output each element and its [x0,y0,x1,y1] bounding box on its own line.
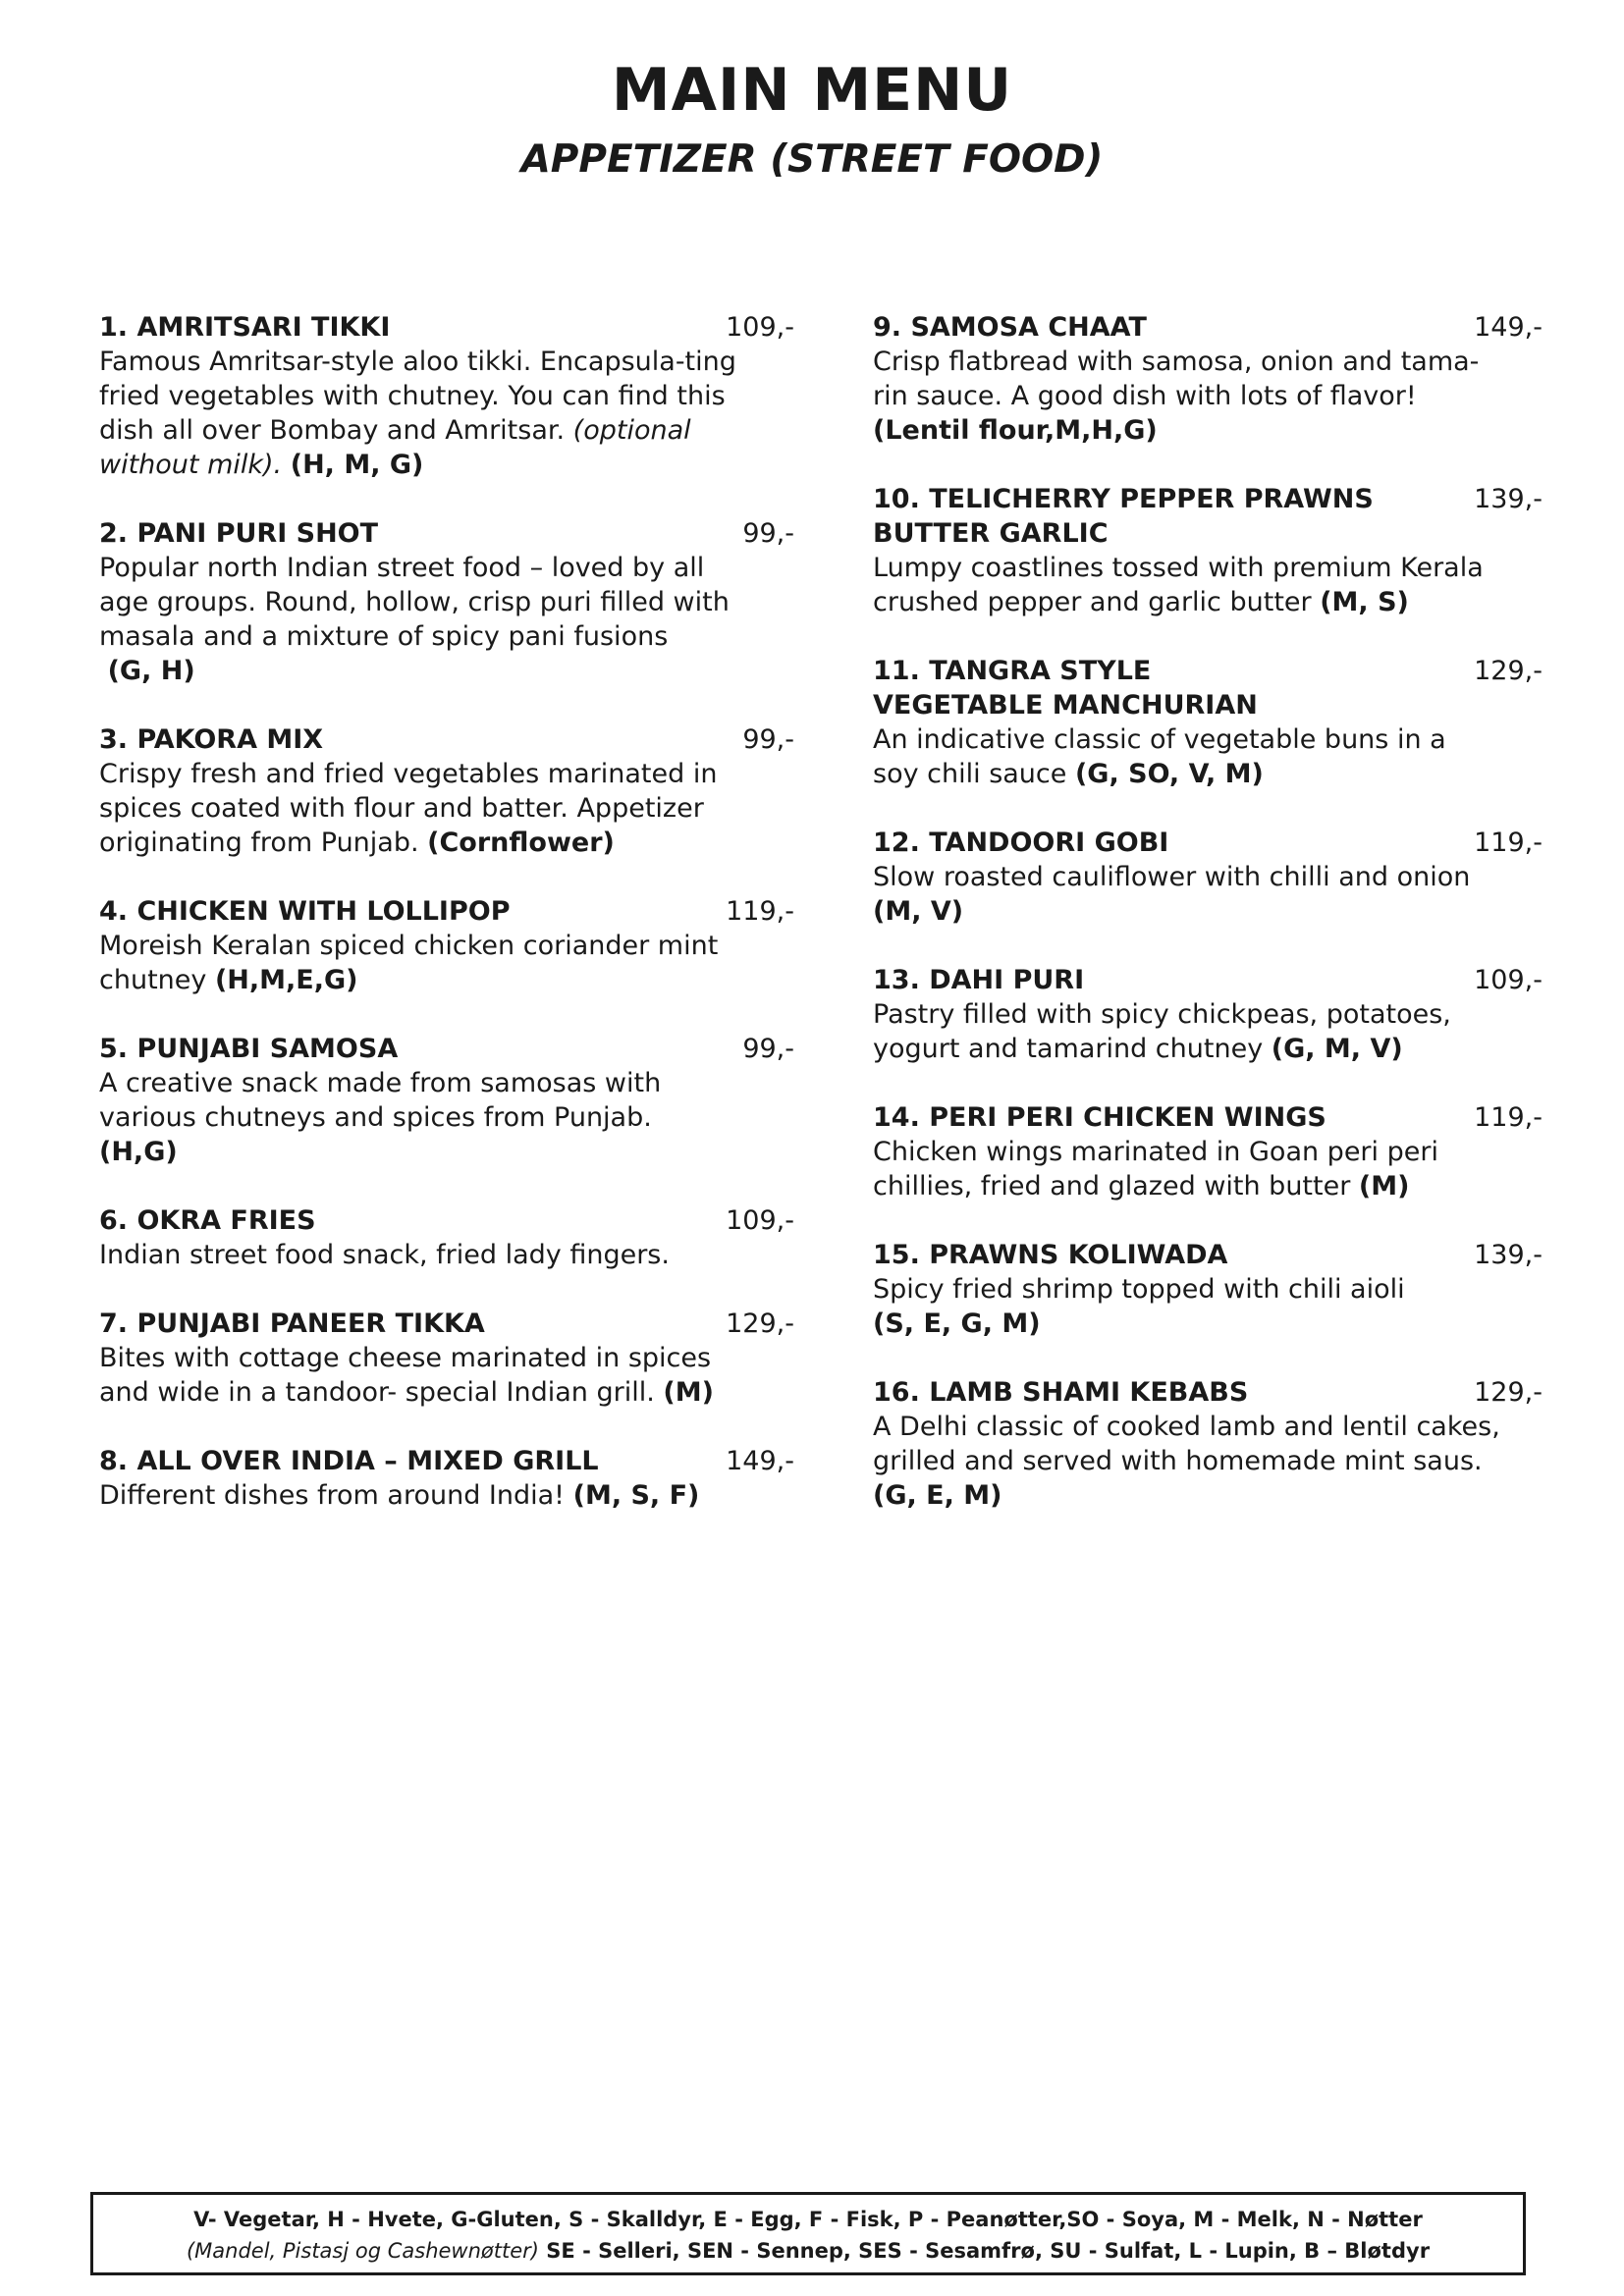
allergen-legend-nuts-note: (Mandel, Pistasj og Cashewnøtter) [186,2239,539,2263]
item-price: 99,- [742,724,794,755]
item-price: 129,- [726,1308,794,1339]
item-name: 8. ALL OVER INDIA – MIXED GRILL [99,1446,599,1476]
item-allergens: (Cornflower) [427,828,615,858]
item-name: 3. PAKORA MIX [99,724,324,755]
allergen-legend-line-2-rest: SE - Selleri, SEN - Sennep, SES - Sesamfrø, SU - Sulfat, L - Lupin, B – Bløtdyr [546,2239,1431,2263]
page-title: MAIN MENU [611,56,1013,125]
item-description [99,551,747,688]
item-name: 6. OKRA FRIES [99,1205,316,1236]
item-description [873,551,1521,619]
item-description [873,1135,1501,1203]
item-description-text: A Delhi classic of cooked lamb and lentil cakes, grilled and served with homemade mint saus. [873,1412,1500,1476]
item-price: 109,- [726,1205,794,1236]
allergen-legend [90,2192,1526,2275]
item-price: 139,- [1474,1240,1543,1270]
item-allergens: (G, M, V) [1271,1034,1403,1064]
item-description-text: Indian street food snack, fried lady fingers. [99,1240,670,1270]
item-note: (optional without milk). [99,415,691,480]
item-description [99,757,747,860]
item-allergens: (S, E, G, M) [873,1308,1041,1339]
item-description-text: Popular north Indian street food – loved by all age groups. Round, hollow, crisp puri filled with masala and a mixture of spicy pani fusions [99,553,730,652]
menu-item [873,310,1543,448]
item-description [873,1410,1543,1513]
allergen-legend-line-2 [93,2235,1523,2267]
item-description-text: Bites with cottage cheese marinated in spices and wide in a tandoor- special Indian grill. [99,1343,712,1408]
item-name: 9. SAMOSA CHAAT [873,312,1147,343]
menu-item [873,482,1543,619]
menu-item [873,1100,1543,1203]
item-allergens: (G, SO, V, M) [1074,759,1264,789]
item-name: 12. TANDOORI GOBI [873,828,1169,858]
right-column [873,310,1543,1547]
item-allergens: (M, V) [873,896,964,927]
item-description-text: Famous Amritsar-style aloo tikki. Encapsula-ting fried vegetables with chutney. You can find this dish all over Bombay and Amritsar. [99,347,736,446]
item-description-text: Lumpy coastlines tossed with premium Kerala crushed pepper and garlic butter [873,553,1484,617]
item-description [99,929,747,997]
menu-item [99,894,794,997]
item-description [99,1066,708,1169]
menu-item [99,1032,794,1169]
item-price: 109,- [1474,965,1543,995]
menu-item [99,310,794,482]
menu-item [99,1203,794,1272]
item-description [99,1238,747,1272]
item-description-text: Pastry filled with spicy chickpeas, potatoes, yogurt and tamarind chutney [873,999,1451,1064]
item-price: 119,- [1474,828,1543,858]
item-price: 99,- [742,1034,794,1064]
item-allergens: (H, M, G) [290,450,424,480]
menu-item [873,826,1543,929]
item-name: 7. PUNJABI PANEER TIKKA [99,1308,485,1339]
allergen-legend-line-1: V- Vegetar, H - Hvete, G-Gluten, S - Skalldyr, E - Egg, F - Fisk, P - Peanøtter,SO - Soya, M - Melk, N - Nøtter [193,2208,1423,2231]
item-description [99,1478,767,1513]
item-name: 1. AMRITSARI TIKKI [99,312,391,343]
item-description [873,1272,1521,1341]
item-price: 129,- [1474,1377,1543,1408]
item-description [873,997,1501,1066]
item-allergens: (M) [1358,1171,1410,1201]
item-name: 13. DAHI PURI [873,965,1085,995]
left-column [99,310,794,1547]
menu-item [873,963,1543,1066]
item-description-text: A creative snack made from samosas with various chutneys and spices from Punjab. [99,1068,662,1133]
item-name: 11. TANGRA STYLE VEGETABLE MANCHURIAN [873,656,1258,721]
item-name: 15. PRAWNS KOLIWADA [873,1240,1228,1270]
menu-item [99,516,794,688]
item-allergens: (G, E, M) [873,1480,1002,1511]
menu-item [99,722,794,860]
item-price: 119,- [726,896,794,927]
item-allergens: (H,M,E,G) [214,965,358,995]
item-price: 139,- [1474,484,1543,514]
item-description-text: Chicken wings marinated in Goan peri peri chillies, fried and glazed with butter [873,1137,1438,1201]
item-allergens: (M, S) [1320,587,1409,617]
menu-item [99,1444,794,1513]
item-allergens: (M) [663,1377,714,1408]
item-price: 149,- [1474,312,1543,343]
item-description [99,345,747,482]
item-description [99,1341,747,1410]
item-description-text: Crisp flatbread with samosa, onion and tama-rin sauce. A good dish with lots of flavor! [873,347,1480,411]
item-description [873,860,1521,929]
item-allergens: (Lentil flour,M,H,G) [873,415,1158,446]
item-description-text: Slow roasted cauliflower with chilli and onion [873,862,1471,892]
item-description-text: Crispy fresh and fried vegetables marinated in spices coated with flour and batter. Appetizer originating from Punjab. [99,759,718,858]
item-price: 99,- [742,518,794,549]
item-name: 14. PERI PERI CHICKEN WINGS [873,1102,1326,1133]
item-description-text: Spicy fried shrimp topped with chili aioli [873,1274,1405,1305]
item-allergens: (H,G) [99,1137,178,1167]
menu-item [99,1307,794,1410]
menu-item [873,1375,1543,1513]
item-name: 4. CHICKEN WITH LOLLIPOP [99,896,511,927]
item-description-text: Different dishes from around India! [99,1480,566,1511]
item-description-text: Moreish Keralan spiced chicken coriander mint chutney [99,931,719,995]
item-allergens: (M, S, F) [572,1480,700,1511]
item-price: 149,- [726,1446,794,1476]
item-description [873,345,1511,448]
menu-item [873,654,1543,791]
page-subtitle: APPETIZER (STREET FOOD) [520,137,1104,182]
item-price: 119,- [1474,1102,1543,1133]
item-name: 16. LAMB SHAMI KEBABS [873,1377,1249,1408]
item-allergens: (G, H) [107,656,195,686]
item-name: 2. PANI PURI SHOT [99,518,379,549]
item-name: 10. TELICHERRY PEPPER PRAWNS BUTTER GARLIC [873,484,1374,549]
item-description [873,722,1462,791]
menu-item [873,1238,1543,1341]
item-description-text: An indicative classic of vegetable buns in a soy chili sauce [873,724,1446,789]
item-name: 5. PUNJABI SAMOSA [99,1034,399,1064]
item-price: 129,- [1474,656,1543,686]
item-price: 109,- [726,312,794,343]
